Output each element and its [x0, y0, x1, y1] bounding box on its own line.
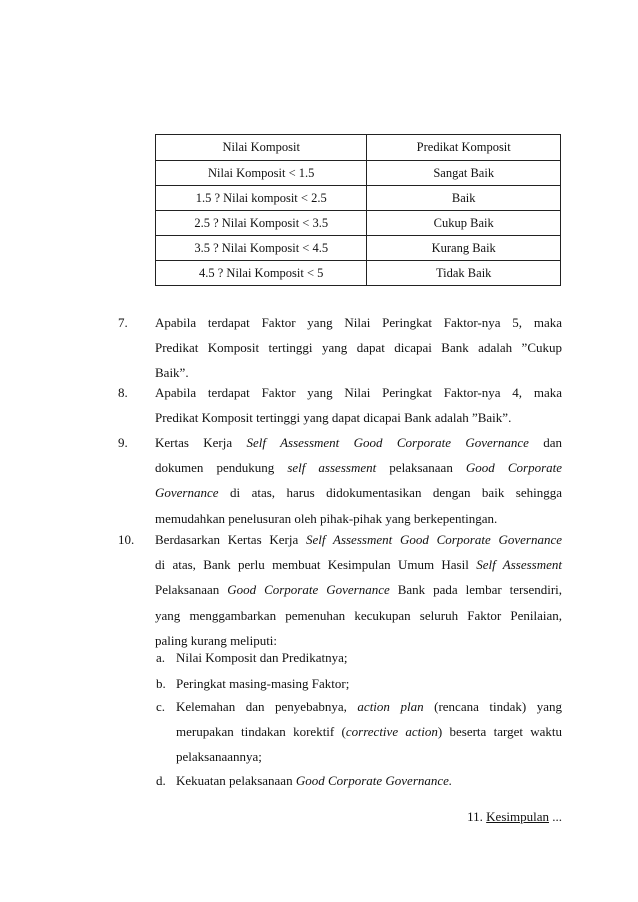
item-text-line: Apabila terdapat Faktor yang Nilai Peringkat Faktor-nya 4, maka: [155, 385, 562, 400]
text-run: dan: [543, 435, 563, 450]
sub-item-a: [156, 645, 562, 671]
item-text-line: Baik”.: [155, 365, 189, 380]
item-text-line: memudahkan penelusuran oleh pihak-pihak yang berkepentingan.: [155, 511, 498, 526]
item-number: 10.: [118, 532, 135, 547]
table-cell: Nilai Komposit < 1.5: [156, 161, 367, 186]
emphasis-text: Self Assessment Good Corporate Governance: [246, 435, 529, 450]
sub-item-d: [156, 768, 562, 794]
list-item-10: [118, 527, 562, 657]
text-run: di atas, Bank perlu membuat Kesimpulan Umum Hasil: [155, 557, 469, 572]
list-item-9: [118, 430, 562, 535]
item-text-line: [155, 455, 562, 481]
item-text-line: [155, 430, 562, 456]
item-text-line: paling kurang meliputi:: [155, 633, 278, 648]
sub-item-text: Nilai Komposit dan Predikatnya;: [176, 650, 348, 665]
sub-item-text: [176, 768, 562, 794]
text-run: Kekuatan pelaksanaan: [176, 773, 293, 788]
continuation-number: 11.: [467, 809, 483, 824]
emphasis-text: Self Assessment: [476, 557, 563, 572]
sub-item-text: pelaksanaannya;: [176, 749, 262, 764]
text-run: Kelemahan dan penyebabnya,: [176, 699, 347, 714]
item-text-line: [155, 552, 562, 578]
sub-item-text: Peringkat masing-masing Faktor;: [176, 676, 350, 691]
table-row: [156, 186, 561, 211]
nilai-komposit-table: [155, 134, 561, 286]
item-text-line: Apabila terdapat Faktor yang Nilai Peringkat Faktor-nya 5, maka: [155, 315, 562, 330]
table-row: [156, 236, 561, 261]
emphasis-text: corrective action: [345, 724, 438, 739]
text-run: (rencana tindak) yang: [434, 699, 563, 714]
list-item-7: [118, 310, 562, 390]
sub-item-text: [176, 719, 562, 745]
sub-item-label: b.: [156, 676, 166, 691]
table-cell: Baik: [367, 186, 561, 211]
text-run: ) beserta target waktu: [437, 724, 563, 739]
sub-item-label: d.: [156, 773, 166, 788]
table-cell: Tidak Baik: [367, 261, 561, 286]
item-text-line: [155, 480, 562, 506]
text-run: Kertas Kerja: [155, 435, 233, 450]
table-cell: 4.5 ? Nilai Komposit < 5: [156, 261, 367, 286]
item-text-line: Predikat Komposit tertinggi yang dapat dicapai Bank adalah ”Cukup: [155, 340, 562, 355]
item-number: 8.: [118, 385, 128, 400]
table-cell: Cukup Baik: [367, 211, 561, 236]
text-run: Berdasarkan Kertas Kerja: [155, 532, 299, 547]
continuation-word: Kesimpulan: [486, 809, 549, 824]
emphasis-text: Self Assessment Good Corporate Governance: [306, 532, 563, 547]
text-run: pelaksanaan: [389, 460, 453, 475]
item-number: 7.: [118, 315, 128, 330]
sub-item-text: [176, 694, 562, 720]
table-cell: 3.5 ? Nilai Komposit < 4.5: [156, 236, 367, 261]
emphasis-text: Governance: [155, 485, 219, 500]
continuation-ellipsis: ...: [552, 809, 562, 824]
text-run: Pelaksanaan: [155, 582, 220, 597]
table-cell: 2.5 ? Nilai Komposit < 3.5: [156, 211, 367, 236]
table-header-cell: Nilai Komposit: [156, 135, 367, 161]
table-row: [156, 161, 561, 186]
emphasis-text: action plan: [357, 699, 424, 714]
text-run: Bank pada lembar tersendiri,: [397, 582, 563, 597]
sub-item-label: a.: [156, 650, 166, 665]
table-header-cell: Predikat Komposit: [367, 135, 561, 161]
page-continuation: [467, 809, 562, 825]
sub-item-c: [156, 694, 562, 774]
table-header-row: [156, 135, 561, 161]
item-text-line: [155, 527, 562, 553]
text-run: merupakan tindakan korektif (: [176, 724, 346, 739]
emphasis-text: Good Corporate Governance: [227, 582, 390, 597]
table-row: [156, 211, 561, 236]
sub-item-label: c.: [156, 699, 166, 714]
emphasis-text: Good Corporate Governance.: [295, 773, 453, 788]
text-run: di atas, harus didokumentasikan dengan baik sehingga: [230, 485, 562, 500]
item-text-line: yang menggambarkan pemenuhan kecukupan seluruh Faktor Penilaian,: [155, 608, 562, 623]
item-text-line: Predikat Komposit tertinggi yang dapat dicapai Bank adalah ”Baik”.: [155, 410, 512, 425]
table-cell: 1.5 ? Nilai komposit < 2.5: [156, 186, 367, 211]
emphasis-text: self assessment: [287, 460, 377, 475]
table-cell: Kurang Baik: [367, 236, 561, 261]
item-text-line: [155, 577, 562, 603]
list-item-8: [118, 380, 562, 435]
table-row: [156, 261, 561, 286]
item-number: 9.: [118, 435, 128, 450]
table-cell: Sangat Baik: [367, 161, 561, 186]
text-run: dokumen pendukung: [155, 460, 275, 475]
emphasis-text: Good Corporate: [465, 460, 563, 475]
